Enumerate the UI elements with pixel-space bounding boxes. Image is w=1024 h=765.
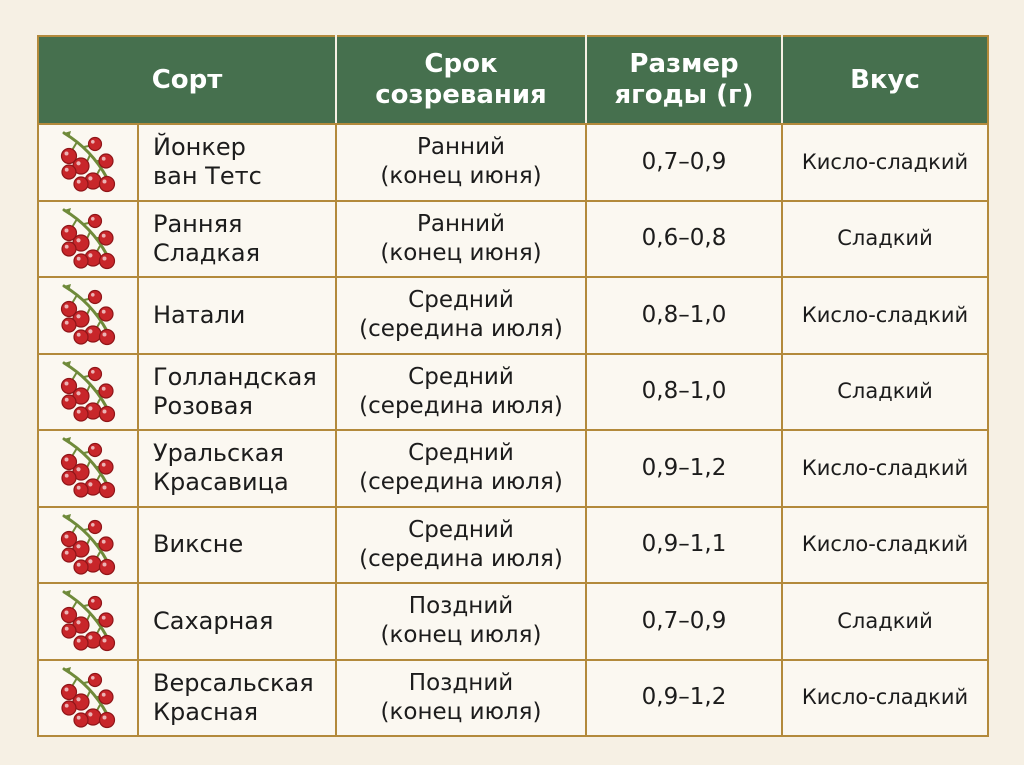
berry-size: 0,9–1,2 (586, 660, 782, 737)
ripening-line: Средний (408, 440, 514, 467)
currant-varieties-table (37, 35, 989, 737)
variety-name-line: Голландская (153, 362, 317, 391)
ripening-period (336, 507, 586, 584)
table-header (38, 36, 988, 124)
ripening-line: Поздний (408, 669, 514, 696)
variety-name-line: Сахарная (153, 606, 274, 635)
variety-name-line: Красная (153, 697, 259, 726)
red-currant-icon (57, 434, 119, 502)
ripening-line: (конец июля) (380, 622, 542, 649)
icon-cell (38, 507, 138, 584)
header-variety (38, 36, 336, 124)
icon-cell (38, 201, 138, 278)
ripening-period (336, 430, 586, 507)
taste: Кисло-сладкий (782, 124, 988, 201)
icon-cell (38, 583, 138, 660)
icon-cell (38, 430, 138, 507)
variety-name (138, 660, 336, 737)
ripening-period (336, 583, 586, 660)
variety-name (138, 277, 336, 354)
taste: Сладкий (782, 201, 988, 278)
icon-cell (38, 660, 138, 737)
ripening-line: (конец июля) (380, 698, 542, 725)
taste: Сладкий (782, 354, 988, 431)
ripening-line: Средний (408, 287, 514, 314)
header-taste (782, 36, 988, 124)
ripening-line: Средний (408, 363, 514, 390)
variety-name-line: Версальская (153, 668, 314, 697)
header-ripening (336, 36, 586, 124)
berry-size: 0,9–1,2 (586, 430, 782, 507)
variety-name (138, 507, 336, 584)
taste: Кисло-сладкий (782, 507, 988, 584)
ripening-line: (конец июня) (380, 239, 542, 266)
taste: Кисло-сладкий (782, 277, 988, 354)
table-row (38, 277, 988, 354)
ripening-line: (середина июля) (359, 316, 563, 343)
ripening-period (336, 277, 586, 354)
variety-name-line: Красавица (153, 468, 289, 497)
berry-size: 0,8–1,0 (586, 277, 782, 354)
ripening-line: (середина июля) (359, 469, 563, 496)
table-row (38, 201, 988, 278)
red-currant-icon (57, 358, 119, 426)
variety-name (138, 201, 336, 278)
variety-name-line: Розовая (153, 391, 253, 420)
variety-name-line: Виксне (153, 530, 244, 559)
ripening-line: Ранний (417, 134, 505, 161)
ripening-period (336, 660, 586, 737)
berry-size: 0,9–1,1 (586, 507, 782, 584)
variety-name-line: Ранняя (153, 209, 243, 238)
ripening-line: (середина июля) (359, 392, 563, 419)
header-size-line-1: Размер (629, 49, 739, 79)
ripening-line: Средний (408, 516, 514, 543)
taste: Сладкий (782, 583, 988, 660)
ripening-period (336, 124, 586, 201)
icon-cell (38, 124, 138, 201)
header-size-line-2: ягоды (г) (614, 80, 754, 110)
red-currant-icon (57, 281, 119, 349)
red-currant-icon (57, 511, 119, 579)
variety-name-line: Йонкер (153, 133, 246, 162)
berry-size: 0,7–0,9 (586, 583, 782, 660)
variety-name (138, 430, 336, 507)
table-row (38, 430, 988, 507)
table-row (38, 507, 988, 584)
ripening-line: (конец июня) (380, 163, 542, 190)
table-row (38, 660, 988, 737)
variety-name (138, 124, 336, 201)
berry-size: 0,8–1,0 (586, 354, 782, 431)
header-ripening-line-2: созревания (375, 80, 547, 110)
red-currant-icon (57, 205, 119, 273)
header-taste-line: Вкус (850, 64, 920, 95)
variety-name-line: Уральская (153, 439, 284, 468)
table-row (38, 354, 988, 431)
ripening-period (336, 354, 586, 431)
table-body (38, 124, 988, 736)
red-currant-icon (57, 664, 119, 732)
variety-name-line: Сладкая (153, 238, 261, 267)
variety-name (138, 583, 336, 660)
header-berry-size (586, 36, 782, 124)
variety-name-line: ван Тетс (153, 162, 262, 191)
header-variety-line: Сорт (151, 64, 223, 95)
red-currant-icon (57, 587, 119, 655)
table-row (38, 583, 988, 660)
taste: Кисло-сладкий (782, 430, 988, 507)
berry-size: 0,6–0,8 (586, 201, 782, 278)
table-row (38, 124, 988, 201)
header-row (38, 36, 988, 124)
red-currant-icon (57, 128, 119, 196)
ripening-period (336, 201, 586, 278)
berry-size: 0,7–0,9 (586, 124, 782, 201)
icon-cell (38, 354, 138, 431)
taste: Кисло-сладкий (782, 660, 988, 737)
ripening-line: Ранний (417, 210, 505, 237)
variety-name-line: Натали (153, 300, 246, 329)
header-ripening-line-1: Срок (424, 49, 498, 79)
ripening-line: (середина июля) (359, 545, 563, 572)
icon-cell (38, 277, 138, 354)
variety-name (138, 354, 336, 431)
ripening-line: Поздний (408, 593, 514, 620)
